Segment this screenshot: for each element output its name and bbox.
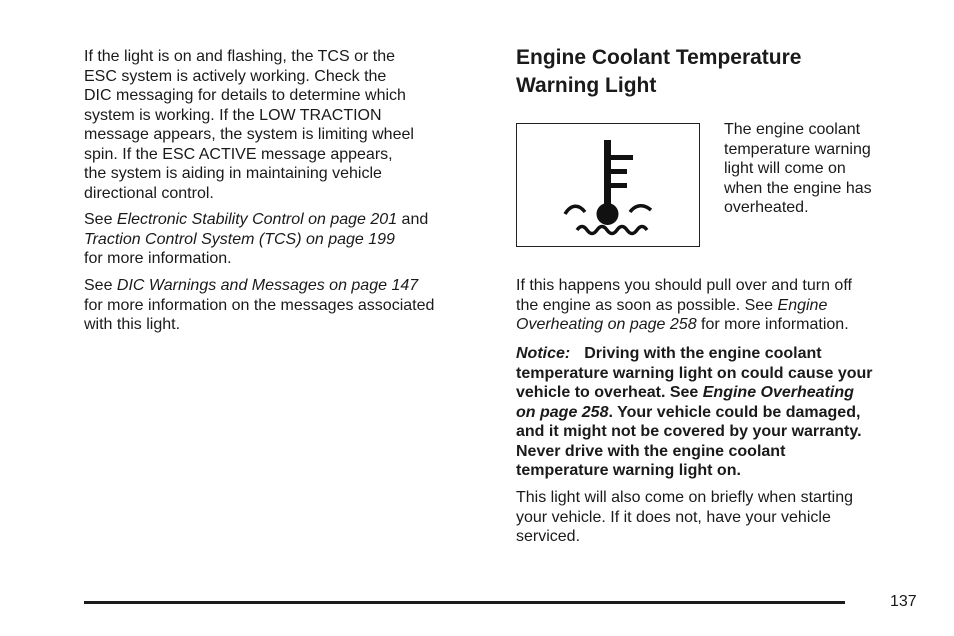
text-line: system is working. If the LOW TRACTION (84, 106, 382, 124)
see-text: See (84, 211, 117, 228)
text-span: vehicle to overheat. See (516, 384, 703, 401)
text-line: temperature warning (724, 140, 871, 158)
text-line: and it might not be covered by your warranty. (516, 423, 862, 440)
text-line: If this happens you should pull over and turn off (516, 277, 852, 294)
cross-reference-link[interactable]: Engine Overheating (702, 384, 854, 401)
cross-reference-link[interactable]: DIC Warnings and Messages on page 147 (116, 277, 419, 294)
text-line: DIC messaging for details to determine which (84, 87, 406, 104)
section-heading: Engine Coolant Temperature (516, 46, 802, 69)
text-line: serviced. (516, 528, 581, 545)
text-line: when the engine has (724, 179, 872, 197)
text-span: for more information. (696, 316, 849, 333)
text-line (516, 315, 849, 335)
text-line: message appears, the system is limiting wheel (84, 126, 414, 143)
text-line: If the light is on and flashing, the TCS or the (84, 48, 395, 65)
text-line (84, 210, 428, 230)
text-line: with this light. (84, 316, 181, 333)
footer-rule (84, 601, 845, 604)
text-line: the system is aiding in maintaining vehicle (84, 165, 382, 182)
see-text: See (84, 277, 117, 294)
notice-label: Notice: (516, 345, 571, 362)
text-span: Driving with the engine coolant (584, 345, 822, 362)
text-line: overheated. (724, 199, 809, 216)
text-line (84, 276, 418, 296)
text-line: The engine coolant (724, 121, 861, 138)
text-line: temperature warning light on. (516, 462, 741, 479)
section-heading: Warning Light (516, 74, 657, 97)
text-line (516, 296, 827, 316)
cross-reference-link[interactable]: Overheating on page 258 (516, 316, 697, 333)
cross-reference-link[interactable]: Traction Control System (TCS) on page 199 (84, 230, 395, 248)
text-line: for more information. (84, 250, 232, 267)
text-line: spin. If the ESC ACTIVE message appears, (84, 145, 393, 163)
text-line (516, 383, 854, 403)
text-line: Never drive with the engine coolant (516, 442, 786, 460)
text-line: your vehicle. If it does not, have your vehicle (516, 508, 831, 526)
cross-reference-link[interactable]: Engine (777, 296, 828, 314)
and-text: and (397, 211, 429, 228)
engine-coolant-temperature-icon (517, 124, 698, 245)
text-line: ESC system is actively working. Check the (84, 67, 387, 85)
cross-reference-link[interactable]: Electronic Stability Control on page 201 (116, 211, 398, 228)
text-line: This light will also come on briefly when starting (516, 489, 854, 506)
page-number: 137 (890, 593, 917, 610)
text-line: temperature warning light on could cause your (516, 364, 873, 382)
text-line: for more information on the messages associated (84, 296, 435, 314)
text-span: . Your vehicle could be damaged, (608, 403, 861, 421)
cross-reference-link[interactable]: on page 258 (516, 403, 609, 421)
text-line: light will come on (724, 160, 846, 177)
text-line (516, 344, 822, 364)
text-line (516, 403, 860, 423)
text-span: the engine as soon as possible. See (516, 296, 778, 314)
warning-light-figure (516, 123, 700, 247)
text-line: directional control. (84, 184, 214, 202)
